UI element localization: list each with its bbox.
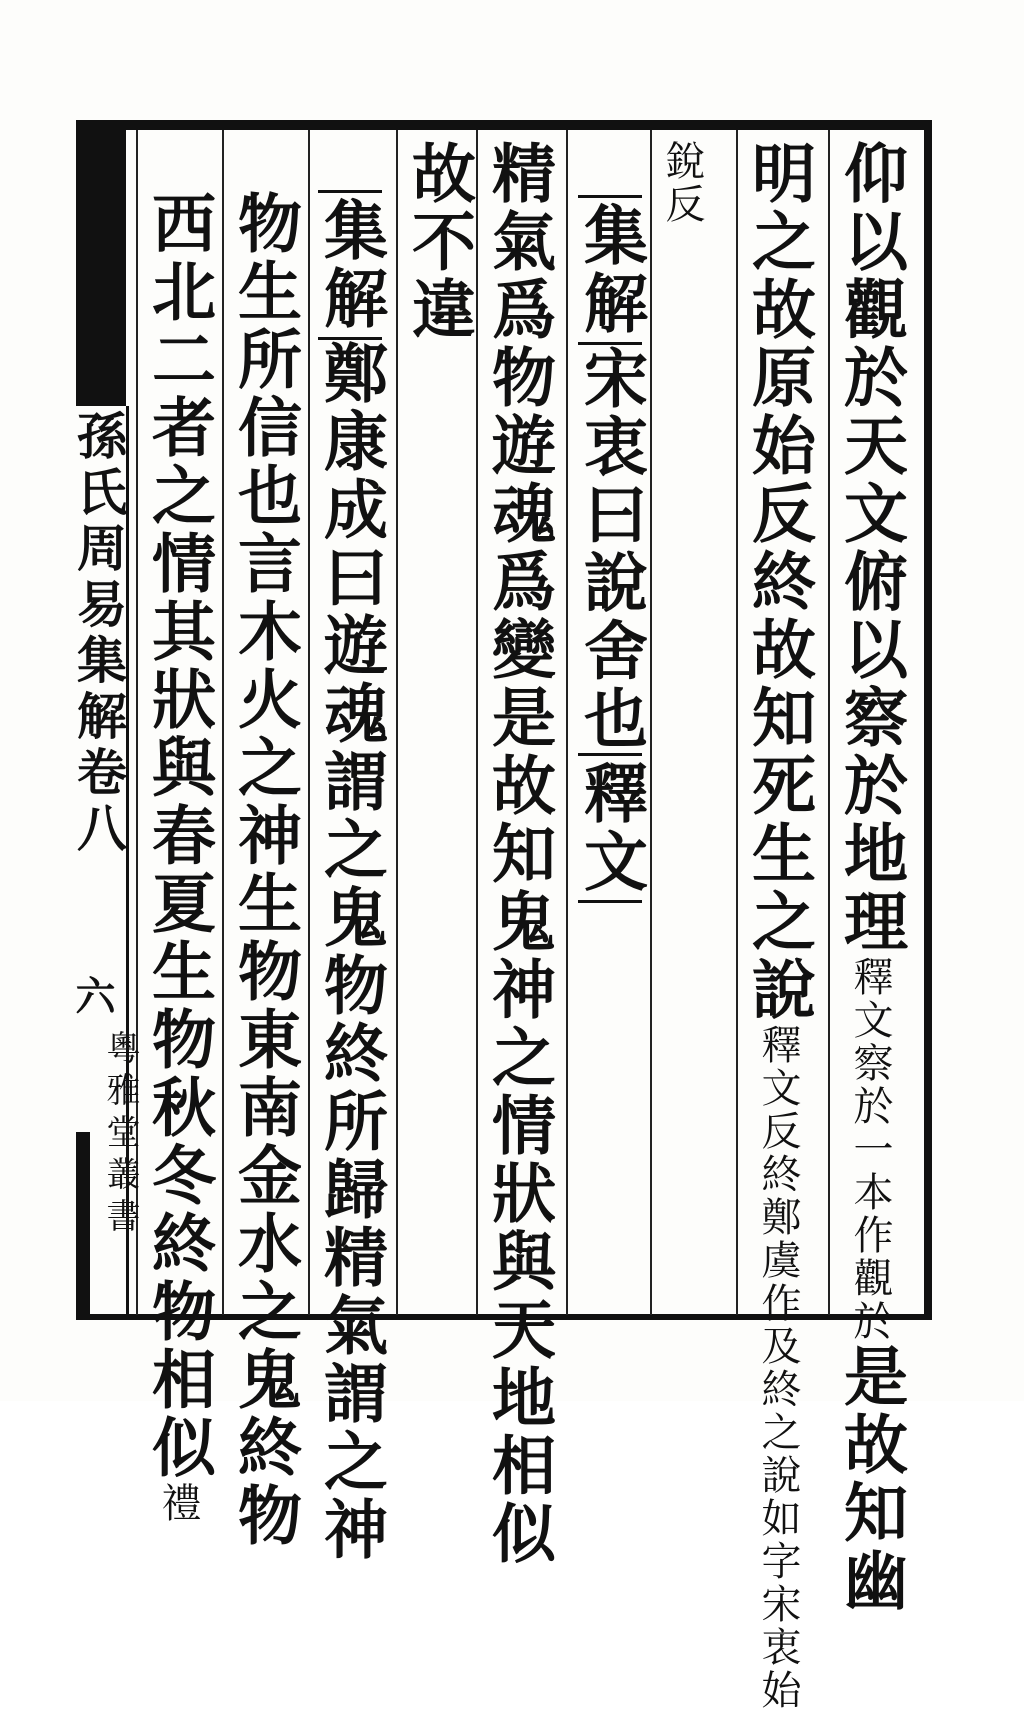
text-column-8 [227, 190, 302, 1550]
main-text: 仰以觀於天文俯以察於地理 [833, 140, 908, 956]
column-rule [828, 130, 830, 1315]
annotation-text: 禮 [155, 1482, 201, 1525]
publisher-imprint: 粵雅堂叢書 [100, 1030, 140, 1240]
text-column-2 [741, 140, 816, 1712]
column-rule [736, 130, 738, 1315]
book-title: 孫氏周易集解卷八 [69, 410, 128, 858]
column-rule [566, 130, 568, 1315]
jijie-marker: 集解 [318, 190, 382, 340]
spine-black-upper [76, 120, 126, 406]
text-column-7 [313, 190, 388, 1564]
main-text: 明之故原始反終故知死生之說 [741, 140, 816, 1024]
text-column-9 [141, 190, 216, 1525]
shiwen-marker: 釋文 [578, 753, 642, 903]
annotation-text: 釋文察於一本作觀於 [847, 956, 893, 1343]
main-text: 精氣爲物遊魂爲變是故知鬼神之情狀與天地相似 [481, 140, 556, 1568]
page-number: 六 [69, 975, 116, 1015]
jijie-marker: 集解 [578, 195, 642, 345]
column-rule [650, 130, 652, 1315]
spine-black-lower [76, 1132, 90, 1316]
annotation-text: 銳反 [659, 140, 705, 226]
main-text: 西北二者之情其狀與春夏生物秋冬終物相似 [141, 190, 216, 1482]
annotation-text: 釋文反終鄭虞作及終之說如字宋衷始 [755, 1024, 801, 1712]
text-column-5 [481, 140, 556, 1568]
text-column-4 [573, 195, 648, 903]
column-rule [476, 130, 478, 1315]
main-text: 宋衷曰說舍也 [573, 345, 648, 753]
main-text: 鄭康成曰遊魂謂之鬼物終所歸精氣謂之神 [313, 340, 388, 1564]
text-column-6 [401, 140, 476, 344]
main-text: 物生所信也言木火之神生物東南金水之鬼終物 [227, 190, 302, 1550]
column-rule [396, 130, 398, 1315]
main-text: 故不違 [401, 140, 476, 344]
column-rule [222, 130, 224, 1315]
text-column-3 [659, 140, 705, 226]
column-rule [308, 130, 310, 1315]
main-text: 是故知幽 [833, 1343, 908, 1615]
text-column-1 [833, 140, 908, 1615]
